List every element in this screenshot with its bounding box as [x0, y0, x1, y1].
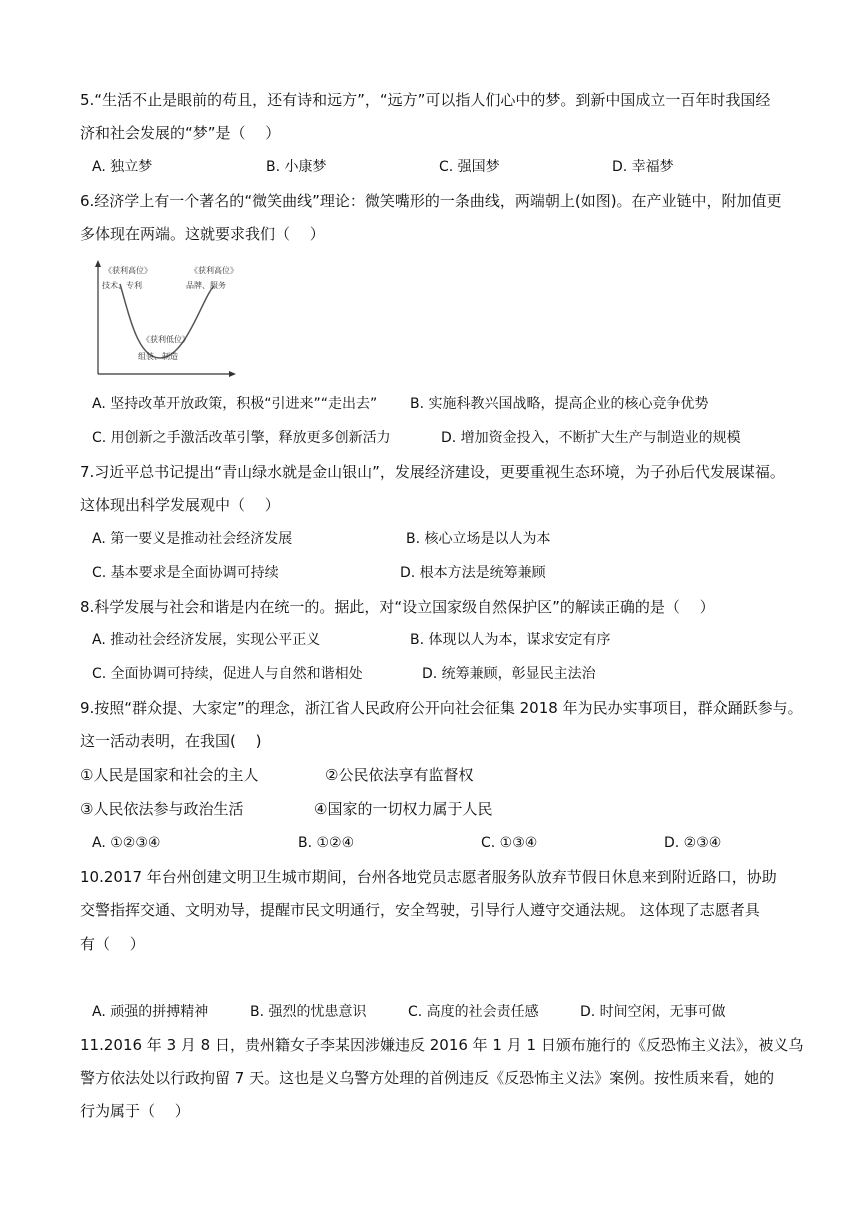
q7-option-c: C. 基本要求是全面协调可持续: [92, 565, 279, 581]
q9-option-c: C. ①③④: [481, 835, 538, 851]
q5-option-d: D. 幸福梦: [612, 159, 674, 175]
q8-option-c: C. 全面协调可持续，促进人与自然和谐相处: [92, 666, 363, 682]
q10-option-c: C. 高度的社会责任感: [408, 1004, 539, 1020]
figure-bottom-tag: 《获利低位》: [142, 335, 190, 344]
q10-option-b: B. 强烈的忧患意识: [250, 1004, 367, 1020]
q9-option-a: A. ①②③④: [92, 835, 161, 851]
q6-option-c: C. 用创新之手激活改革引擎，释放更多创新活力: [92, 430, 391, 446]
q7-option-b: B. 核心立场是以人为本: [406, 531, 551, 547]
q9-stem-line2: 这一活动表明，在我国( ): [80, 732, 262, 750]
q5-option-c: C. 强国梦: [439, 159, 500, 175]
q10-stem-line3: 有（ ）: [80, 935, 145, 953]
q6-option-a: A. 坚持改革开放政策，积极“引进来”“走出去”: [92, 396, 378, 412]
figure-right-text: 品牌、服务: [186, 281, 226, 290]
q7-option-a: A. 第一要义是推动社会经济发展: [92, 531, 293, 547]
q8-option-b: B. 体现以人为本，谋求安定有序: [410, 632, 611, 648]
q6-stem-line2: 多体现在两端。这就要求我们（ ）: [80, 225, 325, 243]
q10-stem-line2: 交警指挥交通、文明劝导，提醒市民文明通行，安全驾驶，引导行人遵守交通法规。 这体现了志愿者具: [80, 901, 760, 919]
figure-y-arrow: [95, 260, 101, 267]
q11-stem-line3: 行为属于（ ）: [80, 1102, 190, 1120]
q6-stem-line1: 6.经济学上有一个著名的“微笑曲线”理论：微笑嘴形的一条曲线，两端朝上(如图)。在产业链中，附加值更: [80, 192, 782, 210]
q9-statement-2: ②公民依法享有监督权: [325, 766, 474, 784]
q5-option-a: A. 独立梦: [92, 159, 153, 175]
figure-left-tag: 《获利高位》: [104, 266, 152, 275]
q11-stem-line1: 11.2016 年 3 月 8 日，贵州籍女子李某因涉嫌违反 2016 年 1 月 1 日颁布施行的《反恐怖主义法》，被义乌: [80, 1036, 804, 1054]
q8-stem-line1: 8.科学发展与社会和谐是内在统一的。据此，对“设立国家级自然保护区”的解读正确的是（ ）: [80, 598, 715, 616]
q6-option-b: B. 实施科教兴国战略，提高企业的核心竞争优势: [410, 396, 709, 412]
smile-curve-figure: [90, 258, 240, 380]
q9-option-b: B. ①②④: [298, 835, 355, 851]
q10-option-d: D. 时间空闲，无事可做: [580, 1004, 726, 1020]
q10-option-a: A. 顽强的拼搏精神: [92, 1004, 209, 1020]
q9-option-d: D. ②③④: [664, 835, 722, 851]
q9-stem-line1: 9.按照“群众提、大家定”的理念，浙江省人民政府公开向社会征集 2018 年为民办实事项目，群众踊跃参与。: [80, 699, 803, 717]
q10-stem-line1: 10.2017 年台州创建文明卫生城市期间，台州各地党员志愿者服务队放弃节假日休息来到附近路口，协助: [80, 868, 777, 886]
q8-option-d: D. 统筹兼顾，彰显民主法治: [422, 666, 596, 682]
q11-stem-line2: 警方依法处以行政拘留 7 天。这也是义乌警方处理的首例违反《反恐怖主义法》案例。按性质来看，她的: [80, 1069, 775, 1087]
smile-curve: [120, 284, 214, 358]
q7-stem-line2: 这体现出科学发展观中（ ）: [80, 496, 280, 514]
q5-stem-line1: 5.“生活不止是眼前的苟且，还有诗和远方”，“远方”可以指人们心中的梦。到新中国成立一百年时我国经: [80, 91, 771, 109]
q7-option-d: D. 根本方法是统筹兼顾: [400, 565, 546, 581]
figure-right-tag: 《获利高位》: [190, 266, 238, 275]
q5-option-b: B. 小康梦: [266, 159, 327, 175]
q9-statement-1: ①人民是国家和社会的主人: [80, 766, 259, 784]
q9-statement-3: ③人民依法参与政治生活: [80, 800, 244, 818]
figure-left-text: 技术、专利: [102, 281, 142, 290]
q8-option-a: A. 推动社会经济发展，实现公平正义: [92, 632, 321, 648]
figure-x-arrow: [229, 371, 236, 377]
q7-stem-line1: 7.习近平总书记提出“青山绿水就是金山银山”，发展经济建设，更要重视生态环境，为子孙后代发展谋福。: [80, 463, 785, 481]
q9-statement-4: ④国家的一切权力属于人民: [314, 800, 493, 818]
q5-stem-line2: 济和社会发展的“梦”是（ ）: [80, 124, 281, 142]
figure-bottom-text: 组装、制造: [138, 352, 178, 361]
q6-option-d: D. 增加资金投入，不断扩大生产与制造业的规模: [441, 430, 741, 446]
